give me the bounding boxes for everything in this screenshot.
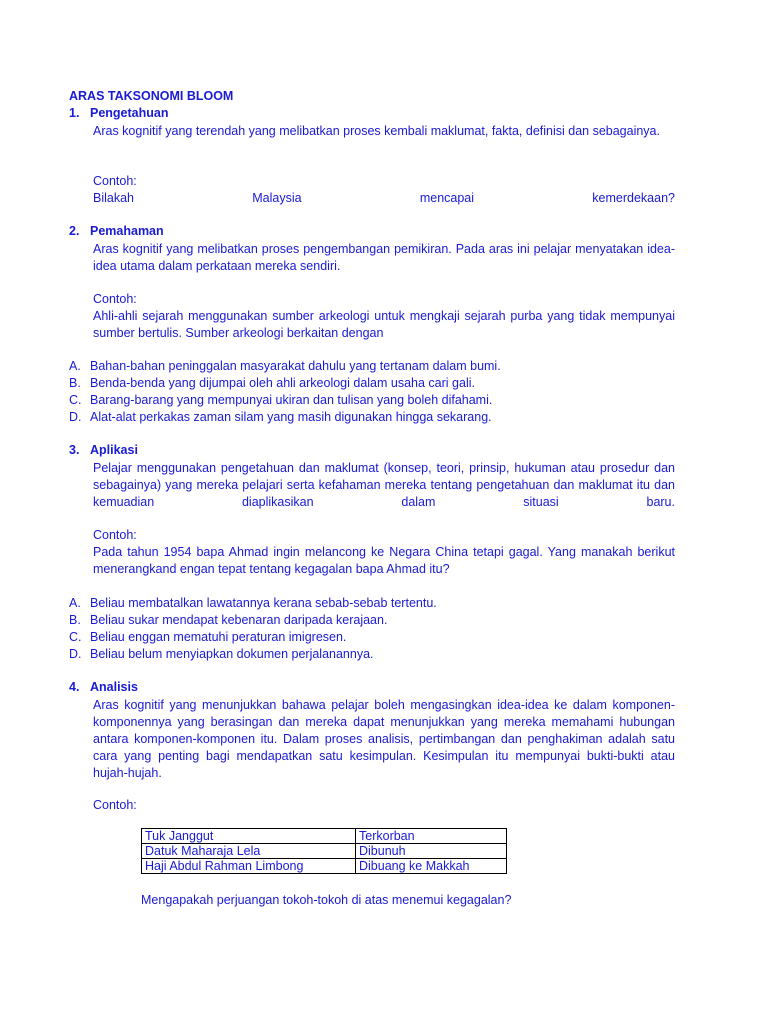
option-letter: C. xyxy=(69,393,82,407)
option-text: Alat-alat perkakas zaman silam yang masih digunakan hingga sekarang. xyxy=(90,410,492,424)
section-3-example: Pada tahun 1954 bapa Ahmad ingin melancong ke Negara China tetapi gagal. Yang manakah berikut menerangkand engan tepat tentang kegagalan bapa Ahmad itu? xyxy=(93,545,675,576)
option-item xyxy=(69,629,346,646)
option-text: Beliau membatalkan lawatannya kerana sebab-sebab tertentu. xyxy=(90,596,437,610)
table-cell-fate: Terkorban xyxy=(356,829,507,844)
table-cell-fate: Dibuang ke Makkah xyxy=(356,859,507,874)
section-title: Pemahaman xyxy=(90,224,164,238)
section-1-description: Aras kognitif yang terendah yang melibatkan proses kembali maklumat, fakta, definisi dan sebagainya. xyxy=(93,124,660,138)
option-item xyxy=(69,612,387,629)
option-text: Beliau sukar mendapat kebenaran daripada kerajaan. xyxy=(90,613,388,627)
option-text: Benda-benda yang dijumpai oleh ahli arkeologi dalam usaha cari gali. xyxy=(90,376,475,390)
section-1-example: Bilakah Malaysia mencapai kemerdekaan? xyxy=(93,191,675,205)
table-row xyxy=(142,844,507,859)
section-2-description: Aras kognitif yang melibatkan proses pengembangan pemikiran. Pada aras ini pelajar menyatakan idea-idea utama dalam perkataan mereka sendiri. xyxy=(93,242,675,273)
option-item xyxy=(69,409,492,426)
table-row xyxy=(142,859,507,874)
section-number: 4. xyxy=(69,680,80,694)
section-4-question: Mengapakah perjuangan tokoh-tokoh di atas menemui kegagalan? xyxy=(141,893,512,907)
section-3-heading xyxy=(69,443,138,457)
option-text: Beliau belum menyiapkan dokumen perjalanannya. xyxy=(90,647,374,661)
section-3-contoh-label: Contoh: xyxy=(93,528,137,542)
option-letter: A. xyxy=(69,596,81,610)
option-item xyxy=(69,595,437,612)
option-text: Beliau enggan mematuhi peraturan imigresen. xyxy=(90,630,347,644)
option-text: Bahan-bahan peninggalan masyarakat dahulu yang tertanam dalam bumi. xyxy=(90,359,501,373)
section-number: 2. xyxy=(69,224,80,238)
table-cell-name: Haji Abdul Rahman Limbong xyxy=(142,859,356,874)
option-letter: A. xyxy=(69,359,81,373)
document-title: ARAS TAKSONOMI BLOOM xyxy=(69,89,234,103)
table-row xyxy=(142,829,507,844)
table-cell-name: Tuk Janggut xyxy=(142,829,356,844)
section-4-heading xyxy=(69,680,138,694)
section-4-description: Aras kognitif yang menunjukkan bahawa pelajar boleh mengasingkan idea-idea ke dalam komponen-komponennya yang berasingan dan mereka dapat menunjukkan yang mereka memahami hubungan antara komponen-komponen itu. Dalam proses analisis, pertimbangan dan penghakiman adalah satu cara yang penting bagi mendapatkan satu kesimpulan. Kesimpulan itu mempunyai bukti-bukti atau hujah-hujah. xyxy=(93,698,675,780)
section-3-description: Pelajar menggunakan pengetahuan dan maklumat (konsep, teori, prinsip, hukuman atau prosedur dan sebagainya) yang mereka pelajari serta kefahaman mereka tentang pengetahuan dan maklumat itu dan kemuadian diaplikasikan dalam situasi baru. xyxy=(93,461,675,509)
option-letter: B. xyxy=(69,613,81,627)
option-item xyxy=(69,358,501,375)
option-item xyxy=(69,375,475,392)
section-4-contoh-label: Contoh: xyxy=(93,798,137,812)
section-2-contoh-label: Contoh: xyxy=(93,292,137,306)
section-1-contoh-label: Contoh: xyxy=(93,174,137,188)
option-letter: D. xyxy=(69,647,82,661)
section-title: Analisis xyxy=(90,680,138,694)
section-number: 3. xyxy=(69,443,80,457)
option-item xyxy=(69,646,374,663)
section-1-heading xyxy=(69,106,169,120)
option-letter: C. xyxy=(69,630,82,644)
example-table xyxy=(141,828,507,874)
option-letter: D. xyxy=(69,410,82,424)
table-cell-fate: Dibunuh xyxy=(356,844,507,859)
table-cell-name: Datuk Maharaja Lela xyxy=(142,844,356,859)
option-letter: B. xyxy=(69,376,81,390)
section-2-heading xyxy=(69,224,164,238)
option-text: Barang-barang yang mempunyai ukiran dan tulisan yang boleh difahami. xyxy=(90,393,493,407)
section-number: 1. xyxy=(69,106,80,120)
section-title: Aplikasi xyxy=(90,443,138,457)
option-item xyxy=(69,392,492,409)
section-title: Pengetahuan xyxy=(90,106,169,120)
section-2-example: Ahli-ahli sejarah menggunakan sumber arkeologi untuk mengkaji sejarah purba yang tidak mempunyai sumber bertulis. Sumber arkeologi berkaitan dengan xyxy=(93,309,675,340)
